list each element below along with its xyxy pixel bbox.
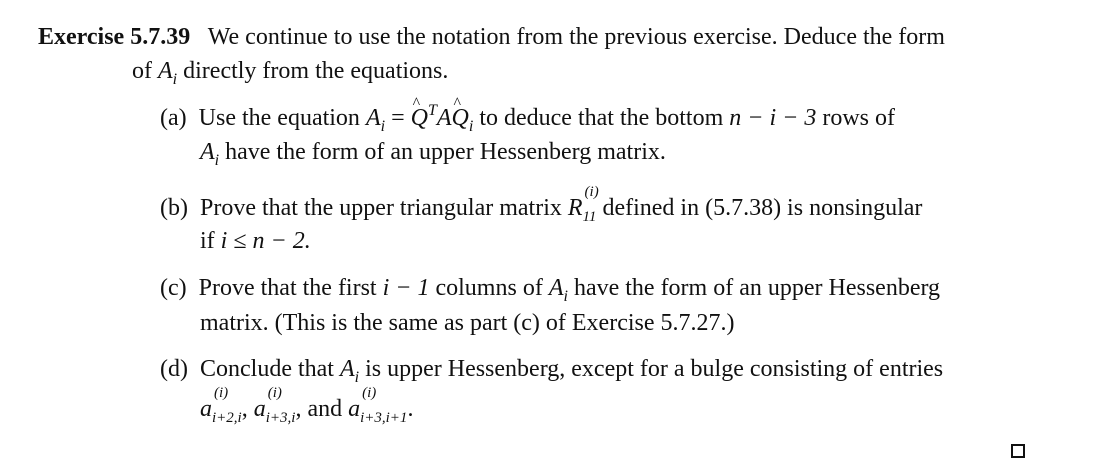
math-sup-sub bbox=[360, 385, 408, 427]
math-sup-sub bbox=[212, 385, 242, 427]
math-symbol: A bbox=[200, 139, 215, 165]
part-label: (d) bbox=[160, 356, 188, 382]
math-subscript: i bbox=[468, 118, 474, 135]
math-subscript: i bbox=[380, 118, 386, 135]
math-sup-sub bbox=[582, 184, 599, 226]
math-symbol: A bbox=[339, 356, 355, 382]
math-subscript: i bbox=[172, 71, 178, 88]
math-expression: i ≤ n − 2. bbox=[220, 228, 311, 254]
math-expression: i − 1 bbox=[382, 275, 430, 301]
part-text: rows of bbox=[822, 105, 895, 131]
part-text: have the form of an upper Hessenberg matrix. bbox=[225, 139, 666, 165]
math-subscript: i+2,i bbox=[212, 410, 242, 426]
math-symbol: a bbox=[253, 396, 266, 422]
math-sup-sub bbox=[265, 385, 296, 427]
math-subscript: 11 bbox=[582, 209, 597, 225]
part-text: to deduce that the bottom bbox=[479, 105, 724, 131]
math-subscript: i bbox=[563, 288, 568, 305]
math-subscript: i bbox=[354, 369, 360, 386]
math-subscript: i+3,i bbox=[265, 410, 296, 426]
part-b-line1 bbox=[160, 184, 923, 226]
math-subscript: i+3,i+1 bbox=[360, 410, 408, 426]
qed-square-icon bbox=[1011, 444, 1025, 458]
punctuation: , bbox=[241, 396, 248, 422]
math-superscript: (i) bbox=[362, 385, 377, 401]
math-symbol: ^ Q bbox=[452, 103, 469, 133]
exercise-intro-line1 bbox=[38, 22, 945, 52]
part-text: Prove that the first bbox=[198, 275, 377, 301]
part-a-line1 bbox=[160, 103, 895, 136]
math-subscript: i bbox=[214, 152, 220, 169]
intro-text: of bbox=[132, 58, 152, 84]
math-symbol: A bbox=[365, 105, 381, 131]
math-symbol: A bbox=[158, 58, 173, 84]
math-symbol: A bbox=[436, 105, 452, 131]
part-label: (c) bbox=[160, 275, 187, 301]
part-b-line2 bbox=[200, 226, 311, 256]
part-d-line2 bbox=[200, 385, 414, 427]
exercise-label: Exercise 5.7.39 bbox=[38, 24, 191, 50]
part-text: matrix. (This is the same as part (c) of Exercise 5.7.27.) bbox=[200, 310, 735, 336]
punctuation: , bbox=[295, 396, 302, 422]
part-text: columns of bbox=[435, 275, 543, 301]
math-symbol: a bbox=[200, 396, 212, 422]
part-label: (b) bbox=[160, 195, 188, 221]
part-label: (a) bbox=[160, 105, 187, 131]
part-text: is upper Hessenberg, except for a bulge consisting of entries bbox=[365, 356, 944, 382]
part-text: Conclude that bbox=[199, 356, 334, 382]
intro-text: We continue to use the notation from the previous exercise. Deduce the form bbox=[207, 24, 945, 50]
math-symbol: R bbox=[567, 195, 583, 221]
part-text: if bbox=[200, 228, 215, 254]
part-text: Use the equation bbox=[198, 105, 360, 131]
part-text: Prove that the upper triangular matrix bbox=[199, 195, 562, 221]
math-symbol: a bbox=[348, 396, 361, 422]
part-text: have the form of an upper Hessenberg bbox=[573, 275, 941, 301]
part-a-line2 bbox=[200, 137, 666, 170]
math-symbol: A bbox=[548, 275, 564, 301]
part-c-line2 bbox=[200, 308, 735, 338]
math-symbol: ^ Q bbox=[411, 103, 428, 133]
math-expression: n − i − 3 bbox=[729, 105, 817, 131]
intro-text: directly from the equations. bbox=[183, 58, 449, 84]
math-superscript: (i) bbox=[267, 385, 282, 401]
math-superscript: T bbox=[427, 102, 437, 119]
part-text: and bbox=[307, 396, 343, 422]
part-c-line1 bbox=[160, 273, 940, 306]
punctuation: . bbox=[407, 396, 414, 422]
part-text: defined in (5.7.38) is nonsingular bbox=[602, 195, 923, 221]
math-operator: = bbox=[391, 105, 405, 131]
exercise-intro-line2 bbox=[132, 56, 448, 89]
math-superscript: (i) bbox=[214, 385, 229, 401]
math-superscript: (i) bbox=[584, 184, 599, 200]
